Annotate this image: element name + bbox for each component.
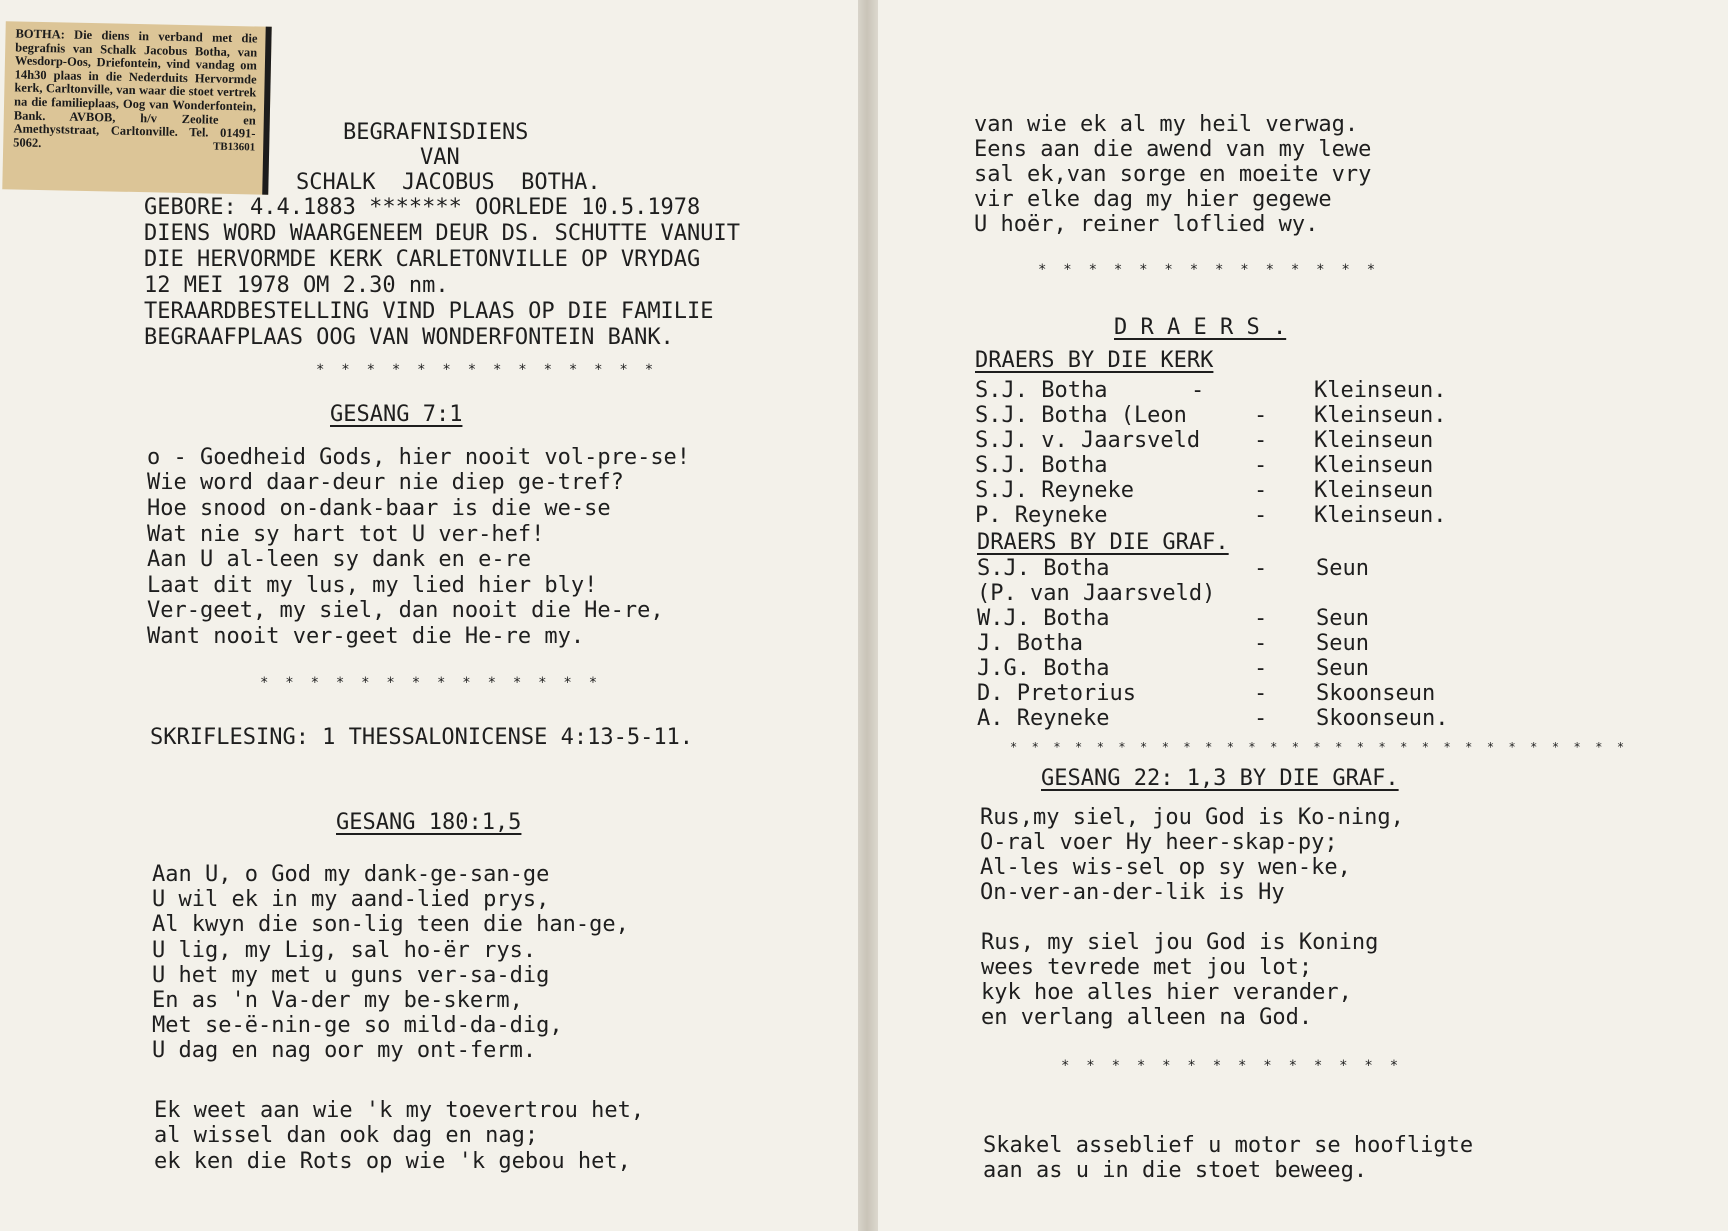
hymn-line: kyk hoe alles hier verander, bbox=[981, 980, 1352, 1005]
bearer-name: S.J. Botha bbox=[977, 556, 1110, 581]
hymn-line: Aan U al-leen sy dank en e-re bbox=[147, 547, 532, 572]
hymn-line: Aan U, o God my dank-ge-san-ge bbox=[152, 862, 550, 887]
draers-heading: D R A E R S . bbox=[1114, 315, 1287, 340]
hymn-line: U dag en nag oor my ont-ferm. bbox=[152, 1038, 537, 1063]
bearer-relation: Kleinseun bbox=[1314, 428, 1434, 453]
bearer-name: S.J. Botha bbox=[975, 378, 1108, 403]
divider-stars: * * * * * * * * * * * * * * bbox=[316, 362, 654, 378]
info-line: 12 MEI 1978 OM 2.30 nm. bbox=[144, 273, 449, 298]
right-page bbox=[878, 0, 1728, 1231]
draers-kerk-heading: DRAERS BY DIE KERK bbox=[975, 348, 1214, 373]
hymn-line: Met se-ë-nin-ge so mild-da-dig, bbox=[152, 1013, 563, 1038]
hymn-line: en verlang alleen na God. bbox=[981, 1005, 1313, 1030]
hymn-line: Eens aan die awend van my lewe bbox=[974, 137, 1372, 162]
hymn-line: vir elke dag my hier gegewe bbox=[974, 187, 1332, 212]
bearer-name: S.J. Botha bbox=[975, 453, 1108, 478]
bearer-dash: - bbox=[1254, 706, 1268, 731]
page-fold bbox=[858, 0, 878, 1231]
bearer-relation: Kleinseun bbox=[1314, 453, 1434, 478]
bearer-name: S.J. Reyneke bbox=[975, 478, 1134, 503]
clipping-text: BOTHA: Die diens in verband met die begrafnis van Schalk Jacobus Botha, van Wesdorp-Oos, Driefontein, vind vandag om 14h30 plaas in die Nederduits Hervormde kerk, Carltonville, van waar die stoet vertrek na die familieplaas, Oog van Wonderfontein, Bank. AVBOB, h/v Zeolite en Amethyststraat, Carltonville. Tel. 01491-5062. bbox=[13, 26, 258, 150]
bearer-relation: Kleinseun. bbox=[1314, 378, 1447, 403]
hymn-line: U hoër, reiner loflied wy. bbox=[974, 212, 1319, 237]
divider-stars: * * * * * * * * * * * * * * bbox=[260, 675, 598, 691]
bearer-relation: Seun bbox=[1316, 631, 1369, 656]
hymn-line: U het my met u guns ver-sa-dig bbox=[152, 963, 550, 988]
closing-line: aan as u in die stoet beweeg. bbox=[983, 1158, 1368, 1183]
bearer-name: J.G. Botha bbox=[977, 656, 1110, 681]
scripture-reading: SKRIFLESING: 1 THESSALONICENSE 4:13-5-11. bbox=[150, 725, 694, 750]
hymn-line: al wissel dan ook dag en nag; bbox=[154, 1123, 539, 1148]
bearer-name: J. Botha bbox=[977, 631, 1083, 656]
bearer-dash: - bbox=[1191, 378, 1205, 403]
hymn-line: Wie word daar-deur nie diep ge-tref? bbox=[147, 470, 624, 495]
info-line: GEBORE: 4.4.1883 ******* OORLEDE 10.5.1978 bbox=[144, 195, 701, 220]
hymn-line: Rus, my siel jou God is Koning bbox=[981, 930, 1379, 955]
divider-stars: * * * * * * * * * * * * * * bbox=[1061, 1058, 1399, 1074]
bearer-dash: - bbox=[1254, 428, 1268, 453]
hymn-line: Hoe snood on-dank-baar is die we-se bbox=[147, 496, 611, 521]
info-line: BEGRAAFPLAAS OOG VAN WONDERFONTEIN BANK. bbox=[144, 325, 674, 350]
hymn-line: Ver-geet, my siel, dan nooit die He-re, bbox=[147, 598, 664, 623]
bearer-dash: - bbox=[1254, 478, 1268, 503]
hymn-line: Wat nie sy hart tot U ver-hef! bbox=[147, 522, 545, 547]
hymn-line: U lig, my Lig, sal ho-ër rys. bbox=[152, 938, 537, 963]
bearer-relation: Seun bbox=[1316, 606, 1369, 631]
hymn-line: ek ken die Rots op wie 'k gebou het, bbox=[154, 1149, 631, 1174]
clipping-reference: TB13601 bbox=[212, 140, 256, 154]
title-begrafnisdiens: BEGRAFNISDIENS bbox=[343, 120, 529, 145]
bearer-name: (P. van Jaarsveld) bbox=[977, 581, 1216, 606]
hymn-line: Al-les wis-sel op sy wen-ke, bbox=[980, 855, 1351, 880]
bearer-dash: - bbox=[1254, 631, 1268, 656]
hymn-line: sal ek,van sorge en moeite vry bbox=[974, 162, 1372, 187]
bearer-relation: Skoonseun bbox=[1316, 681, 1436, 706]
bearer-name: P. Reyneke bbox=[975, 503, 1108, 528]
bearer-dash: - bbox=[1254, 606, 1268, 631]
info-line: DIENS WORD WAARGENEEM DEUR DS. SCHUTTE VANUIT bbox=[144, 221, 741, 246]
hymn-line: En as 'n Va-der my be-skerm, bbox=[152, 988, 523, 1013]
hymn-line: Al kwyn die son-lig teen die han-ge, bbox=[152, 912, 629, 937]
divider-stars: * * * * * * * * * * * * * * * * * * * * * * * * * * * * * bbox=[1010, 740, 1625, 754]
hymn-line: Rus,my siel, jou God is Ko-ning, bbox=[980, 805, 1404, 830]
hymn-line: O-ral voer Hy heer-skap-py; bbox=[980, 830, 1338, 855]
closing-line: Skakel asseblief u motor se hoofligte bbox=[983, 1133, 1474, 1158]
hymn-line: Want nooit ver-geet die He-re my. bbox=[147, 624, 585, 649]
hymn-line: wees tevrede met jou lot; bbox=[981, 955, 1313, 980]
bearer-relation: Skoonseun. bbox=[1316, 706, 1449, 731]
hymn-line: van wie ek al my heil verwag. bbox=[974, 112, 1359, 137]
hymn-line: Ek weet aan wie 'k my toevertrou het, bbox=[154, 1098, 645, 1123]
bearer-dash: - bbox=[1254, 453, 1268, 478]
newspaper-clipping bbox=[2, 21, 271, 195]
hymn-line: On-ver-an-der-lik is Hy bbox=[980, 880, 1285, 905]
bearer-dash: - bbox=[1254, 503, 1268, 528]
draers-graf-heading: DRAERS BY DIE GRAF. bbox=[977, 530, 1229, 555]
hymn-title-gesang-7: GESANG 7:1 bbox=[330, 402, 463, 427]
hymn-line: Laat dit my lus, my lied hier bly! bbox=[147, 573, 598, 598]
bearer-relation: Seun bbox=[1316, 556, 1369, 581]
title-name: SCHALK JACOBUS BOTHA. bbox=[296, 170, 601, 195]
hymn-line: U wil ek in my aand-lied prys, bbox=[152, 887, 550, 912]
bearer-relation: Seun bbox=[1316, 656, 1369, 681]
info-line: TERAARDBESTELLING VIND PLAAS OP DIE FAMILIE bbox=[144, 299, 714, 324]
bearer-relation: Kleinseun. bbox=[1314, 403, 1447, 428]
hymn-title-gesang-180: GESANG 180:1,5 bbox=[336, 810, 522, 835]
bearer-name: W.J. Botha bbox=[977, 606, 1110, 631]
bearer-dash: - bbox=[1254, 681, 1268, 706]
divider-stars: * * * * * * * * * * * * * * bbox=[1038, 262, 1376, 278]
bearer-dash: - bbox=[1254, 656, 1268, 681]
bearer-name: S.J. v. Jaarsveld bbox=[975, 428, 1201, 453]
bearer-relation: Kleinseun. bbox=[1314, 503, 1447, 528]
hymn-title-gesang-22: GESANG 22: 1,3 BY DIE GRAF. bbox=[1041, 766, 1399, 791]
bearer-name: S.J. Botha (Leon bbox=[975, 403, 1187, 428]
bearer-name: A. Reyneke bbox=[977, 706, 1110, 731]
info-line: DIE HERVORMDE KERK CARLETONVILLE OP VRYDAG bbox=[144, 247, 701, 272]
left-page bbox=[0, 0, 858, 1231]
bearer-relation: Kleinseun bbox=[1314, 478, 1434, 503]
bearer-dash: - bbox=[1254, 556, 1268, 581]
bearer-name: D. Pretorius bbox=[977, 681, 1136, 706]
bearer-dash: - bbox=[1254, 403, 1268, 428]
title-van: VAN bbox=[420, 145, 460, 170]
hymn-line: o - Goedheid Gods, hier nooit vol-pre-se! bbox=[147, 445, 691, 470]
